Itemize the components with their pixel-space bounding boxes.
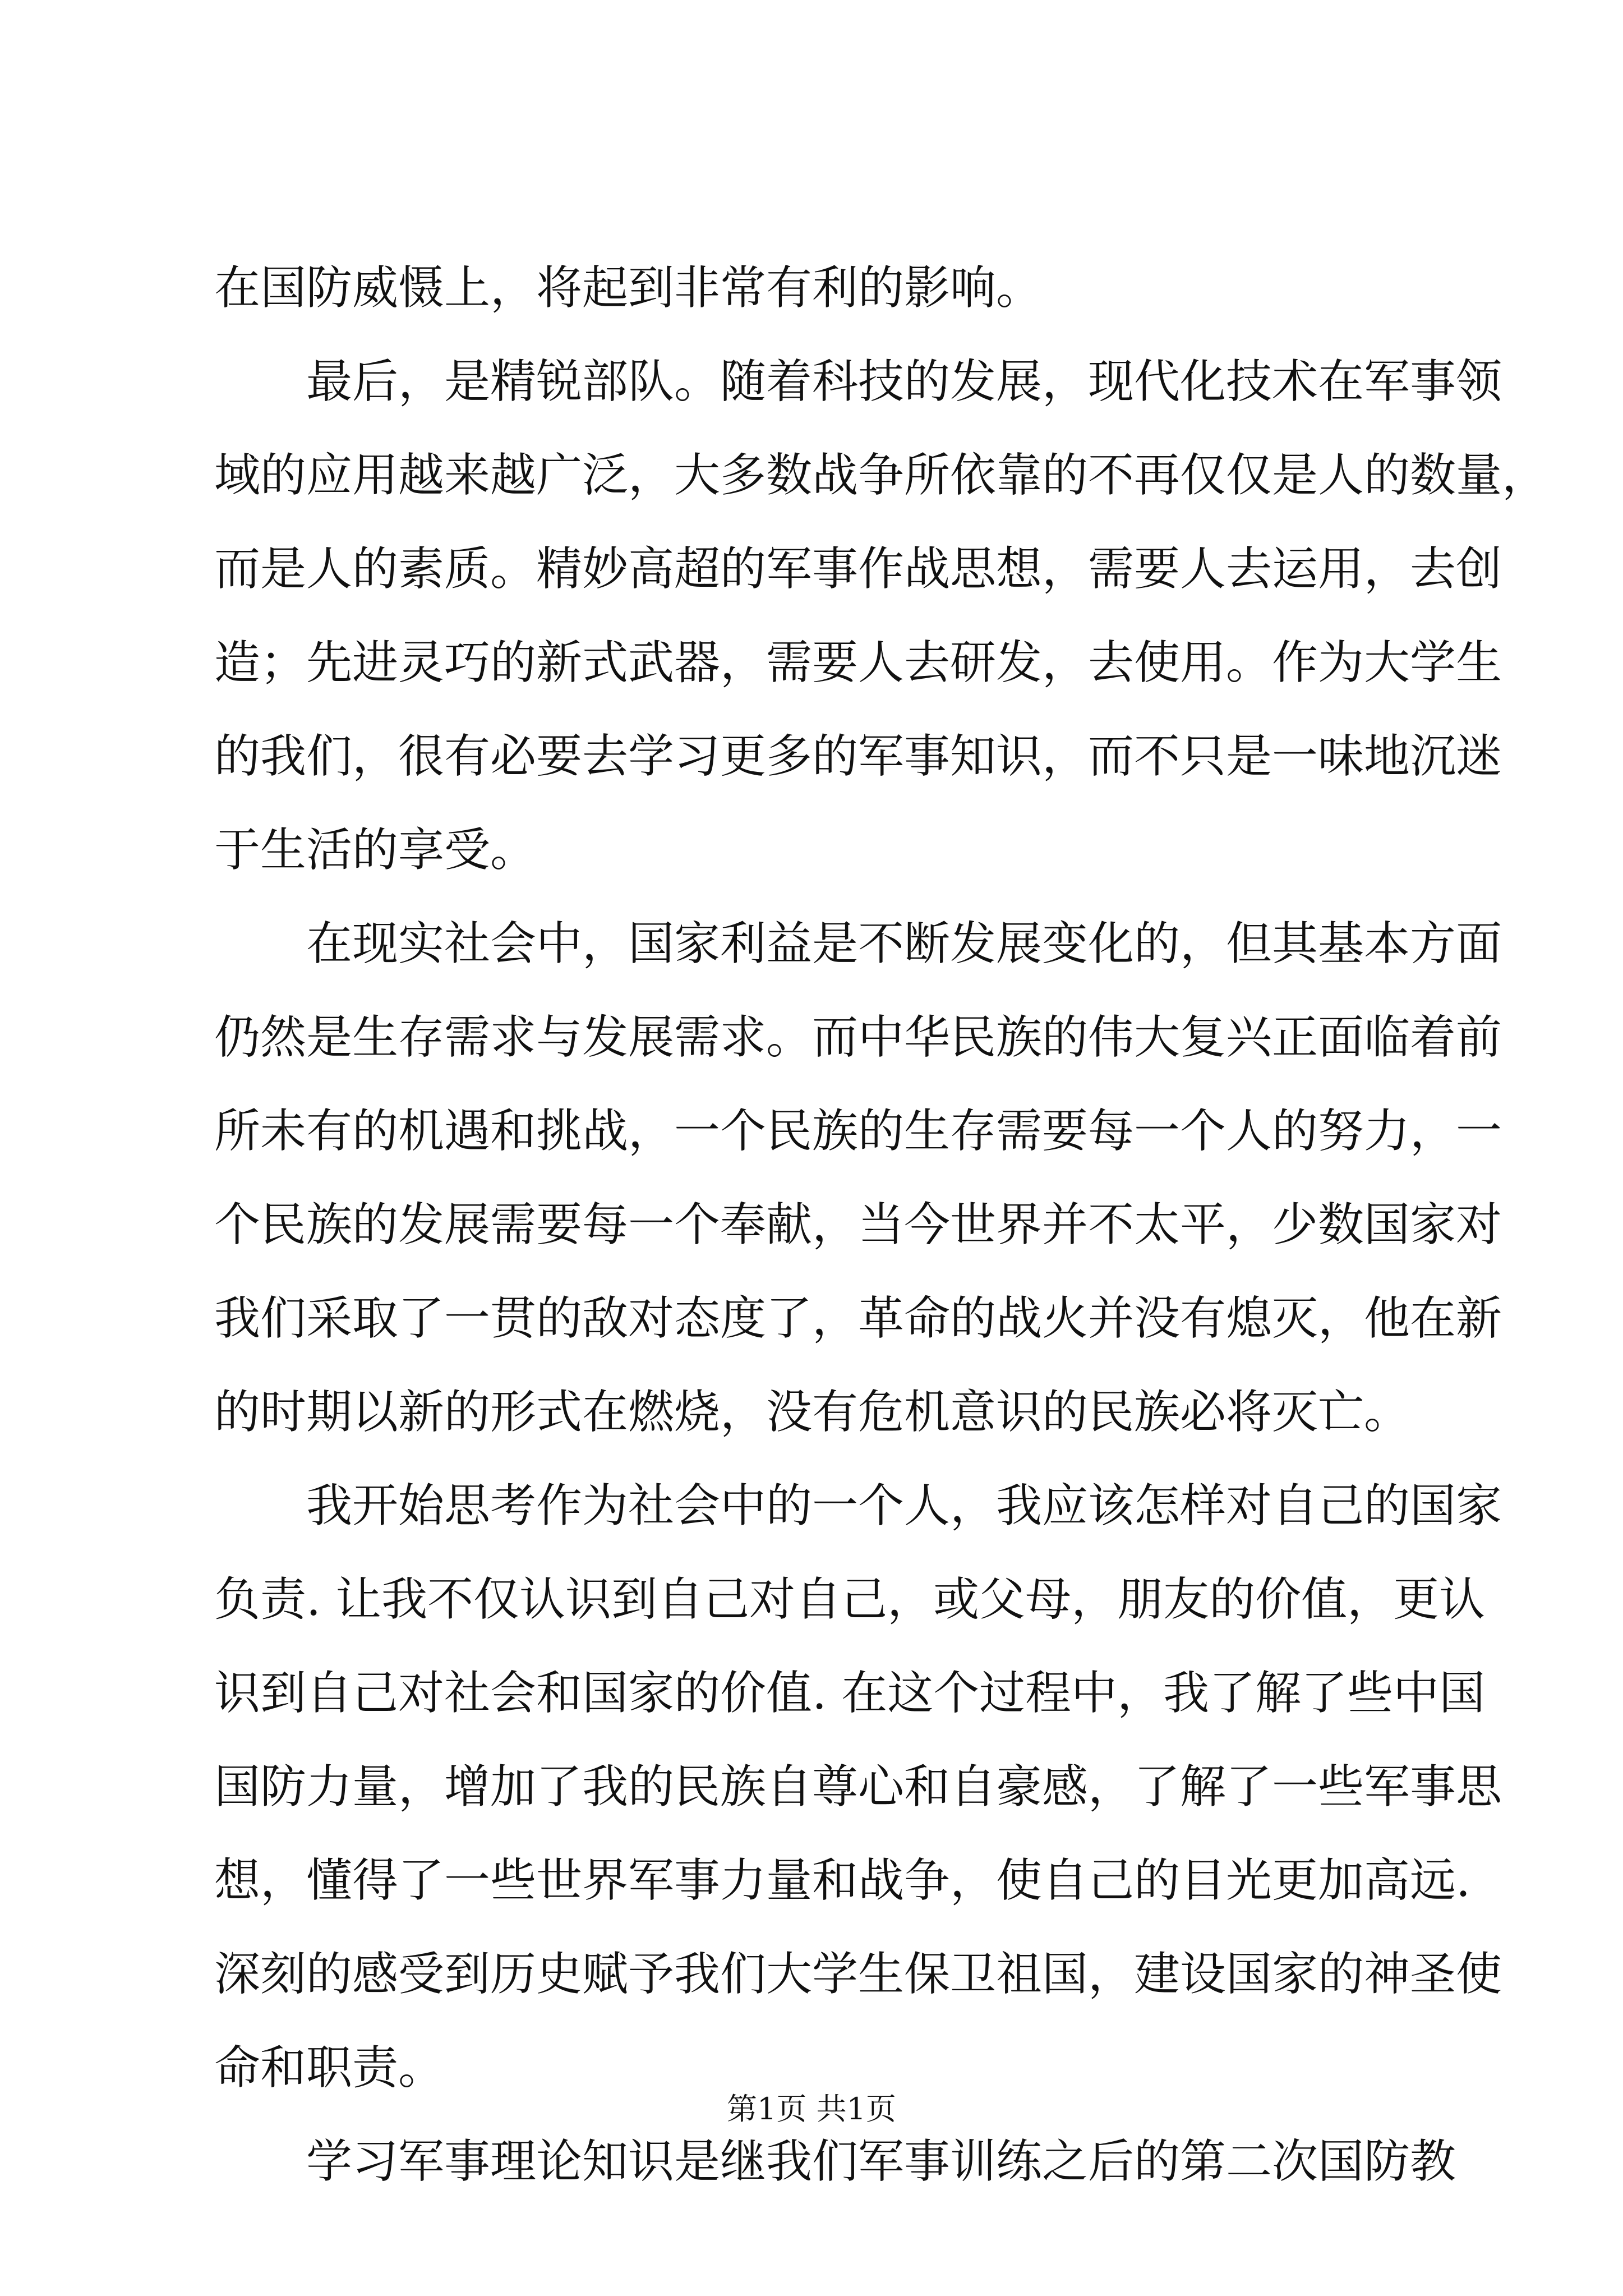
- text-line: 想，懂得了一些世界军事力量和战争，使自己的目光更加高远.: [214, 1854, 1471, 1907]
- text-line: 国防力量，增加了我的民族自尊心和自豪感，了解了一些军事思: [214, 1760, 1502, 1814]
- text-line: 的我们，很有必要去学习更多的军事知识，而不只是一味地沉迷: [214, 730, 1502, 783]
- document-body: [214, 241, 1548, 2208]
- text-line: 命和职责。: [214, 2041, 445, 2095]
- page-number-footer: 第1页 共1页: [727, 2091, 896, 2127]
- text-line: 在国防威慑上，将起到非常有利的影响。: [214, 261, 1043, 315]
- text-line: 负责. 让我不仅认识到自己对自己，或父母，朋友的价值，更认: [214, 1573, 1486, 1626]
- text-line: 仍然是生存需求与发展需求。而中华民族的伟大复兴正面临着前: [214, 1011, 1502, 1064]
- paragraph-first-line: 学习军事理论知识是继我们军事训练之后的第二次国防教: [306, 2135, 1456, 2188]
- text-line: 的时期以新的形式在燃烧，没有危机意识的民族必将灭亡。: [214, 1386, 1410, 1439]
- text-line: 深刻的感受到历史赋予我们大学生保卫祖国，建设国家的神圣使: [214, 1948, 1502, 2001]
- text-line: 而是人的素质。精妙高超的军事作战思想，需要人去运用，去创: [214, 542, 1502, 596]
- text-line: 于生活的享受。: [214, 823, 537, 877]
- text-line: 个民族的发展需要每一个奉献，当今世界并不太平，少数国家对: [214, 1198, 1502, 1251]
- paragraph-first-line: 最后，是精锐部队。随着科技的发展，现代化技术在军事领: [306, 355, 1502, 408]
- text-line: 我们采取了一贯的敌对态度了，革命的战火并没有熄灭，他在新: [214, 1292, 1502, 1345]
- text-line: 识到自己对社会和国家的价值. 在这个过程中，我了解了些中国: [214, 1667, 1486, 1720]
- paragraph-first-line: 我开始思考作为社会中的一个人，我应该怎样对自己的国家: [306, 1479, 1502, 1533]
- text-line: 所未有的机遇和挑战，一个民族的生存需要每一个人的努力，一: [214, 1105, 1502, 1158]
- paragraph-first-line: 在现实社会中，国家利益是不断发展变化的，但其基本方面: [306, 917, 1502, 970]
- text-line: 域的应用越来越广泛，大多数战争所依靠的不再仅仅是人的数量，: [214, 449, 1548, 502]
- text-line: 造；先进灵巧的新式武器，需要人去研发，去使用。作为大学生: [214, 636, 1502, 689]
